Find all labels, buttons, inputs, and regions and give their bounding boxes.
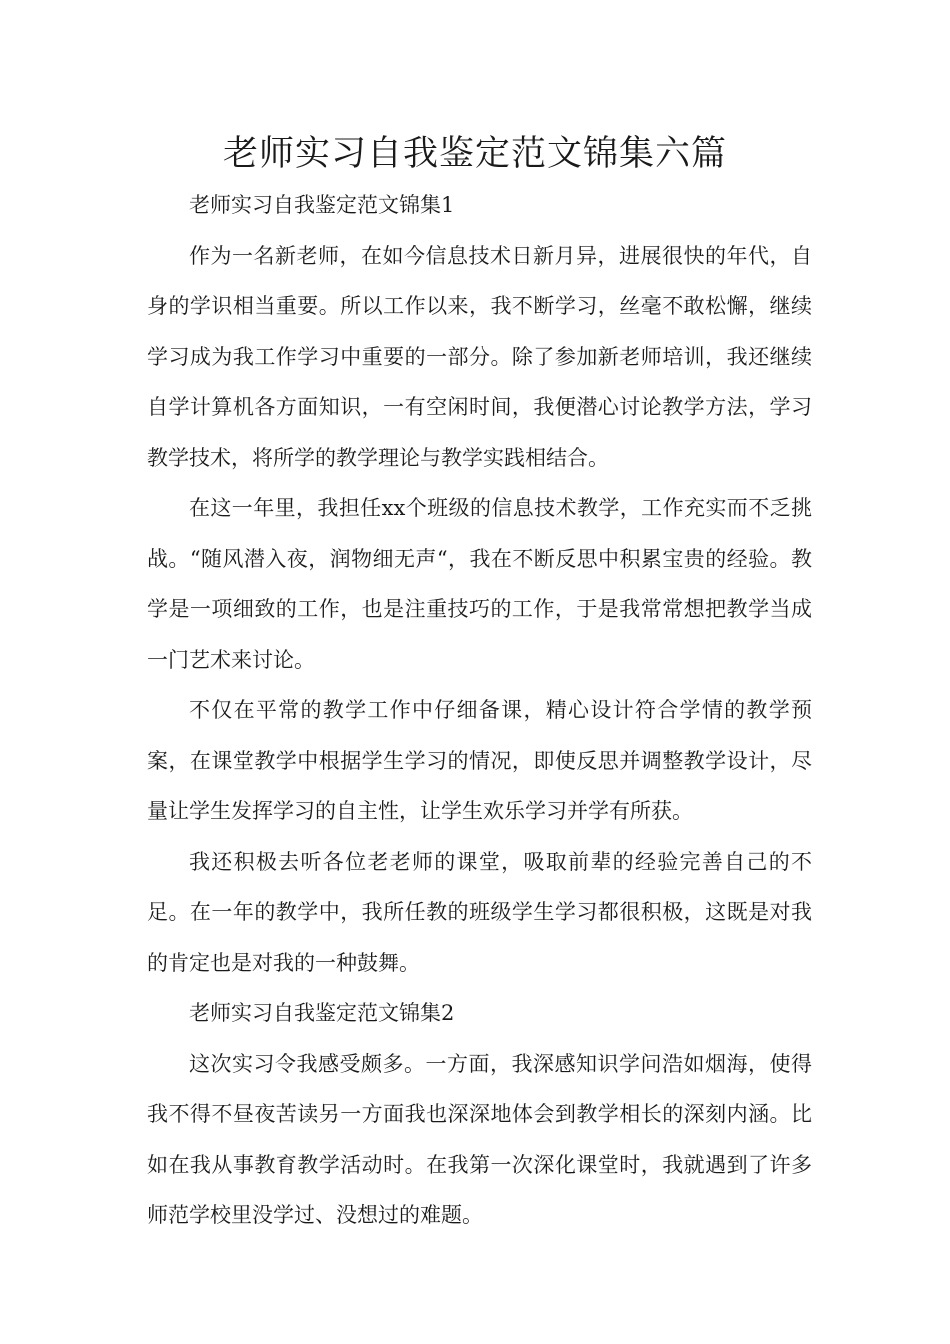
paragraph: 这次实习令我感受颇多。一方面，我深感知识学问浩如烟海，使得我不得不昼夜苦读另一方面我也深深地体会到教学相长的深刻内涵。比如在我从事教育教学活动时。在我第一次深化课堂时，我就遇到了许多师范学校里没学过、没想过的难题。 [147, 1051, 812, 1227]
paragraph: 作为一名新老师，在如今信息技术日新月异，进展很快的年代，自身的学识相当重要。所以工作以来，我不断学习，丝毫不敢松懈，继续学习成为我工作学习中重要的一部分。除了参加新老师培训，我还继续自学计算机各方面知识，一有空闲时间，我便潜心讨论教学方法，学习教学技术，将所学的教学理论与教学实践相结合。 [147, 243, 812, 470]
section-heading-2: 老师实习自我鉴定范文锦集2 [189, 1001, 455, 1025]
paragraph: 在这一年里，我担任xx个班级的信息技术教学，工作充实而不乏挑战。“随风潜入夜，润物细无声“，我在不断反思中积累宝贵的经验。教学是一项细致的工作，也是注重技巧的工作，于是我常常想把教学当成一门艺术来讨论。 [147, 496, 812, 672]
document-body [147, 180, 812, 1241]
document-title: 老师实习自我鉴定范文锦集六篇 [222, 134, 727, 174]
paragraph: 不仅在平常的教学工作中仔细备课，精心设计符合学情的教学预案，在课堂教学中根据学生学习的情况，即使反思并调整教学设计，尽量让学生发挥学习的自主性，让学生欢乐学习并学有所获。 [147, 698, 812, 823]
section-heading-1: 老师实习自我鉴定范文锦集1 [189, 193, 455, 217]
paragraph: 我还积极去听各位老老师的课堂，吸取前辈的经验完善自己的不足。在一年的教学中，我所任教的班级学生学习都很积极，这既是对我的肯定也是对我的一种鼓舞。 [147, 849, 812, 975]
